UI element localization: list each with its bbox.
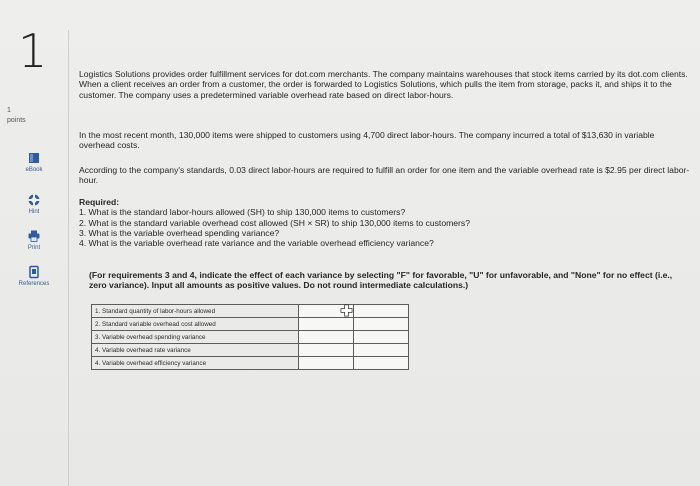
references-label: References [18, 281, 50, 287]
requirements-list [79, 197, 691, 248]
effect-select[interactable] [354, 344, 409, 357]
value-input[interactable] [299, 318, 354, 331]
print-label: Print [27, 245, 41, 251]
print-button[interactable] [6, 229, 62, 251]
references-icon [27, 265, 41, 279]
row-label: 4. Variable overhead rate variance [92, 344, 299, 357]
row-label: 1. Standard quantity of labor-hours allowed [92, 305, 299, 318]
value-input[interactable] [299, 331, 354, 344]
book-icon [27, 151, 41, 165]
requirement-4: 4. What is the variable overhead rate variance and the variable overhead efficiency variance? [79, 238, 434, 249]
effect-select[interactable] [354, 357, 409, 370]
sidebar-divider [68, 30, 69, 486]
row-label: 3. Variable overhead spending variance [92, 331, 299, 344]
scenario-paragraph: Logistics Solutions provides order fulfillment services for dot.com merchants. The company maintains warehouses that stock items carried by its dot.com clients. When a client receives an order from a customer, the order is forwarded to Logistics Solutions, which pulls the item from storage, packs it, and ships it to the customer. The company uses a predetermined variable overhead rate based on direct labor-hours. [79, 69, 688, 100]
value-input[interactable] [299, 357, 354, 370]
requirement-3: 3. What is the variable overhead spending variance? [79, 227, 280, 238]
move-cursor-icon [340, 304, 353, 317]
table-row [92, 357, 409, 370]
hint-icon [27, 193, 41, 207]
references-button[interactable] [6, 265, 62, 287]
required-heading: Required: [79, 197, 120, 207]
requirement-1: 1. What is the standard labor-hours allowed (SH) to ship 130,000 items to customers? [79, 207, 406, 218]
instructions-note: (For requirements 3 and 4, indicate the effect of each variance by selecting "F" for favorable, "U" for unfavorable, and "None" for no effect (i.e., zero variance). Input all amounts as positive values. Do not round intermediate calculations.) [89, 270, 673, 291]
effect-select[interactable] [354, 331, 409, 344]
requirement-2: 2. What is the standard variable overhead cost allowed (SH × SR) to ship 130,000 items to customers? [79, 217, 470, 228]
row-label: 4. Variable overhead efficiency variance [92, 357, 299, 370]
standards-paragraph: According to the company's standards, 0.03 direct labor-hours are required to fulfill an order for one item and the variable overhead rate is $2.95 per direct labor-hour. [79, 165, 690, 186]
row-label: 2. Standard variable overhead cost allowed [92, 318, 299, 331]
answer-table [91, 304, 409, 370]
value-input[interactable] [299, 344, 354, 357]
question-number: 1 [18, 24, 48, 78]
hint-label: Hint [28, 209, 40, 215]
points-value: 1 [7, 107, 11, 114]
effect-select[interactable] [354, 305, 409, 318]
points-label: points [7, 117, 26, 124]
table-row [92, 331, 409, 344]
effect-select[interactable] [354, 318, 409, 331]
monthly-data-paragraph: In the most recent month, 130,000 items were shipped to customers using 4,700 direct labor-hours. The company incurred a total of $13,630 in variable overhead costs. [79, 130, 655, 151]
table-row [92, 318, 409, 331]
ebook-label: eBook [25, 167, 43, 173]
table-row [92, 305, 409, 318]
hint-button[interactable] [6, 193, 62, 215]
table-row [92, 344, 409, 357]
ebook-button[interactable] [6, 151, 62, 173]
print-icon [27, 229, 41, 243]
